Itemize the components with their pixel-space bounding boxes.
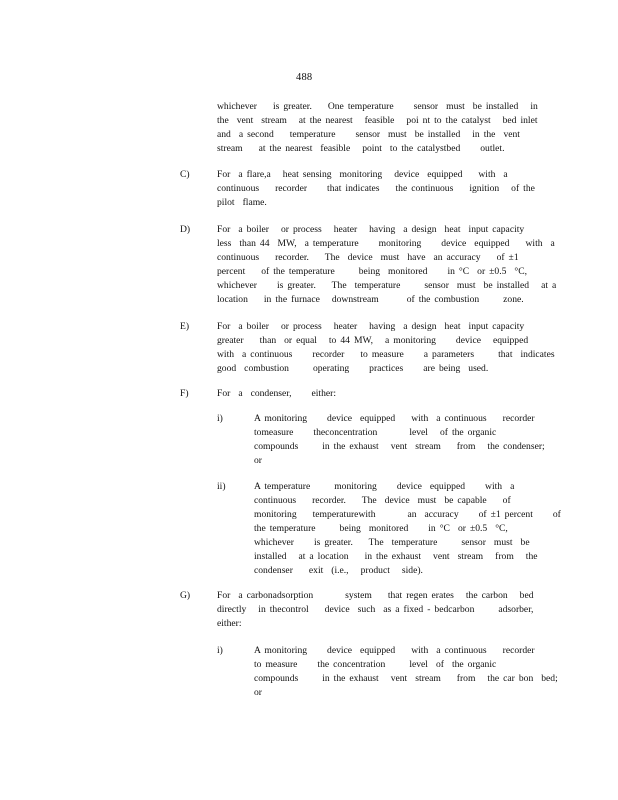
item-g-line: either: [217, 618, 242, 629]
item-e-line: good combustion operating practices are being used. [217, 363, 489, 374]
item-g-sub-i-line: to measure the concentration level of the organic [254, 659, 497, 670]
item-f-line: For a condenser, either: [217, 388, 336, 399]
item-d-line: location in the furnace downstream of the combustion zone. [217, 294, 524, 305]
item-g-sub-i-line: or [254, 687, 262, 698]
item-c-line: continuous recorder that indicates the continuous ignition of the [217, 183, 535, 194]
item-g-sub-i-line: compounds in the exhaust vent stream from the car bon bed; [254, 673, 558, 684]
item-d-line: continuous recorder. The device must have an accuracy of ±1 [217, 252, 519, 263]
item-c-line: pilot flame. [217, 197, 267, 208]
item-f-sub-i-line: or [254, 455, 262, 466]
intro-line: stream at the nearest feasible point to the catalystbed outlet. [217, 143, 505, 154]
item-e-line: with a continuous recorder to measure a parameters that indicates [217, 349, 555, 360]
item-g-label: G) [180, 590, 191, 601]
item-g-line: directly in thecontrol device such as a fixed - bedcarbon adsorber, [217, 604, 534, 615]
item-f-label: F) [180, 388, 189, 399]
item-f-sub-i-line: tomeasure theconcentration level of the organic [254, 427, 497, 438]
item-c-label: C) [180, 169, 190, 180]
intro-line: whichever is greater. One temperature sensor must be installed in [217, 101, 538, 112]
item-f-sub-ii-line: the temperature being monitored in °C or ±0.5 °C, [254, 523, 508, 534]
item-f-sub-ii-line: installed at a location in the exhaust vent stream from the [254, 551, 538, 562]
item-f-sub-ii-line: continuous recorder. The device must be capable of [254, 495, 511, 506]
item-g-line: For a carbonadsorption system that regen erates the carbon bed [217, 590, 534, 601]
item-d-line: whichever is greater. The temperature sensor must be installed at a [217, 280, 557, 291]
item-f-sub-i-line: compounds in the exhaust vent stream from the condenser; [254, 441, 545, 452]
item-e-line: For a boiler or process heater having a design heat input capacity [217, 321, 525, 332]
item-g-sub-i-line: A monitoring device equipped with a continuous recorder [254, 645, 535, 656]
item-e-line: greater than or equal to 44 MW, a monitoring device equipped [217, 335, 529, 346]
item-d-line: For a boiler or process heater having a design heat input capacity [217, 224, 525, 235]
item-f-sub-ii-line: whichever is greater. The temperature sensor must be [254, 537, 530, 548]
item-f-sub-ii-line: monitoring temperaturewith an accuracy of ±1 percent of [254, 509, 561, 520]
item-f-sub-ii-line: A temperature monitoring device equipped with a [254, 481, 515, 492]
item-f-sub-i-line: A monitoring device equipped with a continuous recorder [254, 413, 535, 424]
item-f-sub-i-label: i) [217, 413, 223, 424]
item-g-sub-i-label: i) [217, 645, 223, 656]
item-f-sub-ii-line: condenser exit (i.e., product side). [254, 565, 423, 576]
page-number: 488 [296, 72, 313, 83]
item-e-label: E) [180, 321, 190, 332]
item-d-line: less than 44 MW, a temperature monitoring device equipped with a [217, 238, 555, 249]
item-f-sub-ii-label: ii) [217, 481, 226, 492]
intro-line: and a second temperature sensor must be installed in the vent [217, 129, 520, 140]
item-d-line: percent of the temperature being monitored in °C or ±0.5 °C, [217, 266, 528, 277]
item-d-label: D) [180, 224, 191, 235]
intro-line: the vent stream at the nearest feasible poi nt to the catalyst bed inlet [217, 115, 538, 126]
item-c-line: For a flare,a heat sensing monitoring device equipped with a [217, 169, 508, 180]
